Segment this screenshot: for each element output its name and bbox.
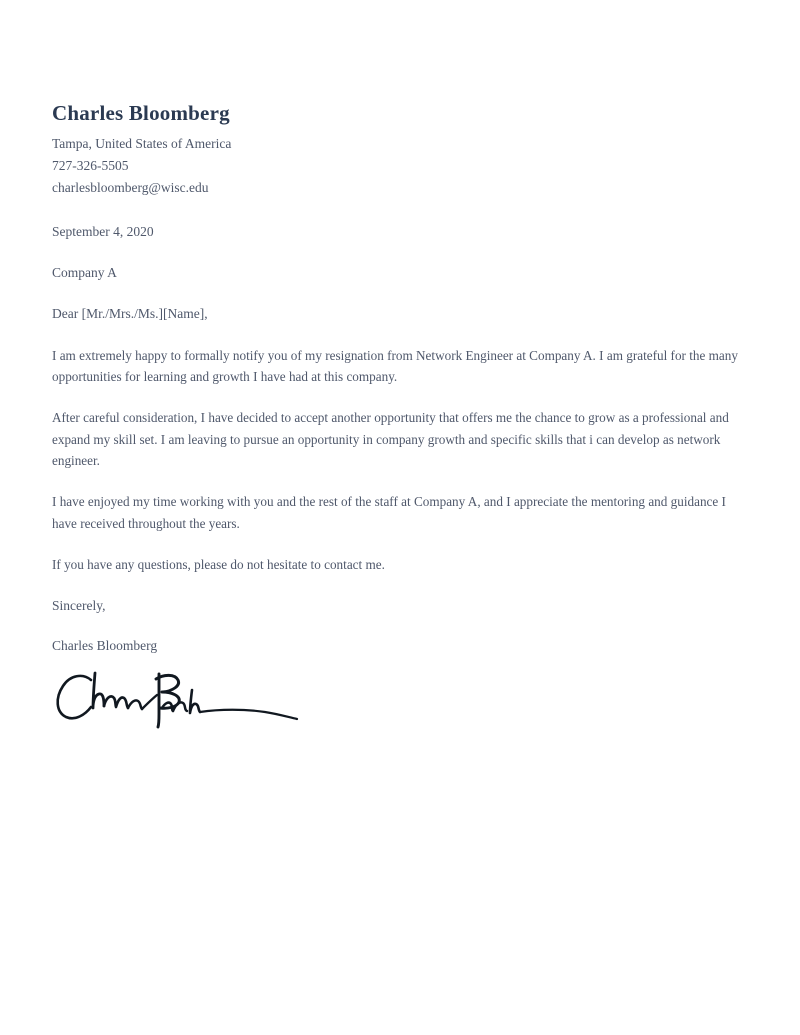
spacer-paragraph-2	[52, 471, 738, 491]
sender-location: Tampa, United States of America	[52, 136, 232, 152]
body-paragraph-1: I am extremely happy to formally notify you of my resignation from Network Engineer at Company A. I am grateful for the many opportunities for learning and growth I have had at this company.	[52, 347, 738, 384]
spacer-after-contact	[52, 199, 738, 222]
spacer-after-company	[52, 283, 738, 304]
handwritten-signature-icon	[50, 668, 310, 730]
sender-phone: 727-326-5505	[52, 158, 129, 174]
spacer-after-closing	[52, 616, 738, 636]
body-paragraph-3: I have enjoyed my time working with you and the rest of the staff at Company A, and I appreciate the mentoring and guidance I have received throughout the years.	[52, 494, 726, 531]
spacer-paragraph-1	[52, 387, 738, 407]
signature-name: Charles Bloomberg	[52, 637, 158, 653]
spacer-paragraph-4	[52, 576, 738, 596]
recipient-company: Company A	[52, 265, 117, 281]
closing-salutation: Sincerely,	[52, 597, 106, 613]
salutation: Dear [Mr./Mrs./Ms.][Name],	[52, 306, 208, 322]
sender-name-heading: Charles Bloomberg	[52, 101, 230, 125]
letter-body	[52, 100, 738, 730]
body-paragraph-2: After careful consideration, I have decided to accept another opportunity that offers me the chance to grow as a professional and expand my skill set. I am leaving to pursue an opportunity in company growth and specific skills that i can develop as network engineer.	[52, 410, 729, 469]
signature-image	[50, 668, 310, 730]
body-paragraph-4: If you have any questions, please do not hesitate to contact me.	[52, 557, 385, 573]
spacer-paragraph-3	[52, 534, 738, 554]
letter-date: September 4, 2020	[52, 223, 154, 239]
sender-email: charlesbloomberg@wisc.edu	[52, 179, 209, 195]
spacer-after-salutation	[52, 325, 738, 345]
spacer-after-date	[52, 242, 738, 263]
